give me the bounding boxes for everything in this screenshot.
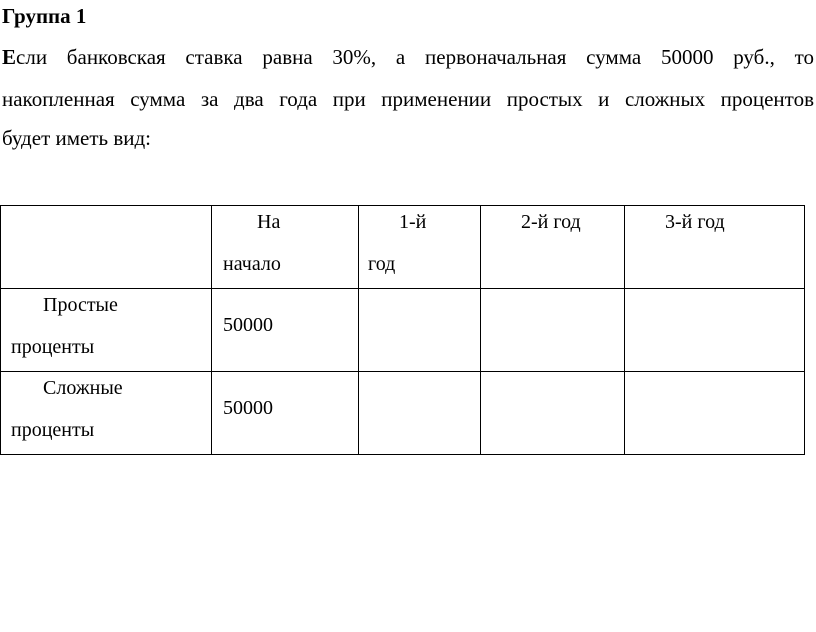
paragraph-initial-letter: Е (2, 45, 17, 69)
header-start-line-2: начало (223, 253, 281, 275)
table-row (1, 372, 805, 455)
header-empty-cell (1, 206, 212, 289)
paragraph-line-1 (2, 45, 814, 69)
row-label-cell (1, 372, 212, 455)
header-year-1-line-1: 1-й (399, 211, 427, 233)
header-cell-year-2 (481, 206, 625, 289)
row-label-line-2: проценты (11, 336, 95, 358)
header-cell-start (212, 206, 359, 289)
row-start-cell (212, 289, 359, 372)
table-row (1, 289, 805, 372)
row-year-3-cell (625, 289, 805, 372)
paragraph-line-3: будет иметь вид: (2, 126, 152, 150)
paragraph-line-2: накопленная сумма за два года при применении простых и сложных процентов (2, 87, 814, 111)
interest-table (0, 205, 805, 455)
row-year-2-cell (481, 372, 625, 455)
header-year-2: 2-й год (521, 211, 581, 233)
table-header-row (1, 206, 805, 289)
paragraph-line-1-text: сли банковская ставка равна 30%, а первоначальная сумма 50000 руб., то (16, 45, 814, 69)
row-year-3-cell (625, 372, 805, 455)
header-start-line-1: На (257, 211, 281, 233)
row-start-value: 50000 (223, 314, 273, 336)
row-label-line-2: проценты (11, 419, 95, 441)
group-heading: Группа 1 (2, 4, 87, 28)
row-label-line-1: Простые (43, 294, 118, 316)
row-label-line-1: Сложные (43, 377, 123, 399)
row-start-value: 50000 (223, 397, 273, 419)
row-year-2-cell (481, 289, 625, 372)
row-year-1-cell (359, 289, 481, 372)
row-label-cell (1, 289, 212, 372)
header-cell-year-3 (625, 206, 805, 289)
row-start-cell (212, 372, 359, 455)
header-year-1-line-2: год (368, 253, 396, 275)
header-year-3: 3-й год (665, 211, 725, 233)
row-year-1-cell (359, 372, 481, 455)
header-cell-year-1 (359, 206, 481, 289)
